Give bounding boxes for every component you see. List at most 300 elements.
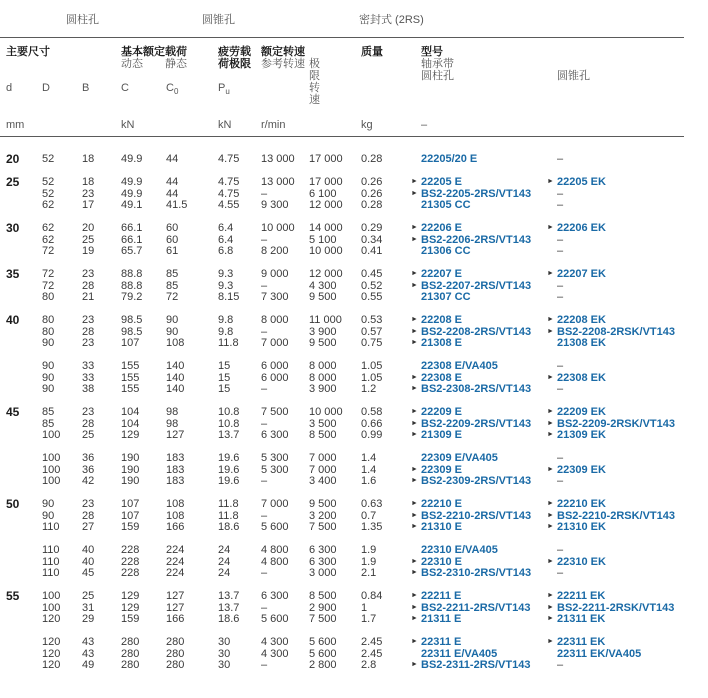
designation-arrow-icon: ►: [411, 190, 418, 197]
cell-C: 107: [121, 498, 140, 510]
designation-tapered-link[interactable]: 21311 EK: [557, 613, 606, 625]
designation-cylindrical-link[interactable]: BS2-2210-2RS/VT143: [421, 510, 532, 522]
cell-C: 66.1: [121, 234, 143, 246]
cell-C0: 60: [166, 234, 179, 246]
cell-ref: 13 000: [261, 153, 295, 165]
cell-C0: 224: [166, 544, 185, 556]
cell-lim: 12 000: [309, 268, 343, 280]
designation-arrow-icon: ►: [411, 374, 418, 381]
cell-C: 228: [121, 556, 140, 568]
cell-C0: 140: [166, 360, 185, 372]
cell-B: 49: [82, 659, 95, 671]
cell-lim: 2 900: [309, 602, 337, 614]
designation-tapered-link[interactable]: 22309 EK: [557, 464, 606, 476]
designation-cylindrical-link[interactable]: 22206 E: [421, 222, 462, 234]
cell-m: 0.26: [361, 176, 383, 188]
cell-C0: 280: [166, 648, 185, 660]
cell-C: 66.1: [121, 222, 143, 234]
designation-cylindrical-link[interactable]: 21310 E: [421, 521, 462, 533]
cell-B: 28: [82, 510, 95, 522]
cell-ref: 5 600: [261, 613, 289, 625]
cell-B: 18: [82, 176, 95, 188]
cell-ref: 6 000: [261, 372, 289, 384]
cell-ref: 5 300: [261, 464, 289, 476]
designation-cylindrical-link[interactable]: 22209 E: [421, 406, 462, 418]
designation-tapered-link[interactable]: 22206 EK: [557, 222, 606, 234]
cell-lim: 10 000: [309, 406, 343, 418]
cell-lim: 6 300: [309, 544, 337, 556]
designation-cylindrical-link[interactable]: 22309 E: [421, 464, 462, 476]
cell-ref: 4 300: [261, 648, 289, 660]
header-top-rule: [0, 37, 684, 38]
designation-cylindrical-link[interactable]: BS2-2206-2RS/VT143: [421, 234, 532, 246]
cell-ref: –: [261, 234, 268, 246]
cell-ref: 5 600: [261, 521, 289, 533]
cell-C: 280: [121, 636, 140, 648]
cell-lim: 3 900: [309, 383, 337, 395]
header-tapered-bore: 圆锥孔: [557, 70, 590, 82]
cell-Pu: 11.8: [218, 510, 239, 522]
cell-lim: 9 500: [309, 498, 337, 510]
cell-ref: 5 300: [261, 452, 289, 464]
designation-arrow-icon: ►: [547, 408, 554, 415]
cell-C: 65.7: [121, 245, 143, 257]
cell-B: 23: [82, 337, 95, 349]
cell-D: 110: [42, 544, 60, 556]
designation-cylindrical-link[interactable]: BS2-2207-2RS/VT143: [421, 280, 532, 292]
cell-D: 72: [42, 268, 55, 280]
cell-Pu: 10.8: [218, 406, 240, 418]
designation-arrow-icon: ►: [411, 615, 418, 622]
cell-B: 42: [82, 475, 95, 487]
cell-m: 2.1: [361, 567, 377, 579]
unit-designation: –: [421, 119, 428, 131]
designation-arrow-icon: ►: [547, 592, 554, 599]
designation-tapered-link: –: [557, 234, 564, 246]
designation-tapered-link: –: [557, 452, 564, 464]
cell-C0: 108: [166, 498, 185, 510]
cell-C0: 72: [166, 291, 179, 303]
designation-tapered-link: –: [557, 153, 564, 165]
cell-C0: 44: [166, 188, 179, 200]
cell-B: 23: [82, 314, 95, 326]
cell-C0: 127: [166, 602, 185, 614]
designation-tapered-link[interactable]: 22210 EK: [557, 498, 606, 510]
cell-Pu: 18.6: [218, 613, 240, 625]
designation-tapered-link[interactable]: 21308 EK: [557, 337, 606, 349]
cell-Pu: 6.4: [218, 222, 234, 234]
cell-B: 20: [82, 222, 95, 234]
header-designation: 型号 轴承带 圆柱孔: [421, 46, 454, 82]
cell-C0: 140: [166, 383, 185, 395]
cell-m: 1.6: [361, 475, 377, 487]
cell-ref: 8 200: [261, 245, 289, 257]
designation-cylindrical-link[interactable]: 21307 CC: [421, 291, 471, 303]
cell-C0: 108: [166, 510, 185, 522]
designation-cylindrical-link[interactable]: 22211 E: [421, 590, 462, 602]
cell-B: 23: [82, 406, 95, 418]
cell-ref: 9 000: [261, 268, 289, 280]
cell-m: 1.4: [361, 464, 377, 476]
designation-cylindrical-link[interactable]: 22308 E/VA405: [421, 360, 498, 372]
caption-sealed: 密封式 (2RS): [359, 14, 424, 26]
cell-B: 23: [82, 498, 95, 510]
designation-cylindrical-link[interactable]: 22310 E/VA405: [421, 544, 498, 556]
designation-cylindrical-link[interactable]: BS2-2211-2RS/VT143: [421, 602, 531, 614]
cell-m: 1.4: [361, 452, 377, 464]
cell-B: 25: [82, 590, 95, 602]
cell-B: 23: [82, 188, 95, 200]
designation-arrow-icon: ►: [411, 282, 418, 289]
cell-m: 1.05: [361, 372, 383, 384]
cell-Pu: 15: [218, 383, 231, 395]
designation-arrow-icon: ►: [547, 178, 554, 185]
cell-D: 110: [42, 567, 60, 579]
cell-Pu: 4.75: [218, 188, 240, 200]
cell-D: 90: [42, 360, 55, 372]
cell-C0: 183: [166, 475, 185, 487]
designation-cylindrical-link[interactable]: 22309 E/VA405: [421, 452, 498, 464]
cell-B: 23: [82, 268, 95, 280]
cell-C0: 224: [166, 556, 185, 568]
designation-tapered-link: –: [557, 659, 564, 671]
cell-m: 2.8: [361, 659, 377, 671]
header-load-rating: 基本额定载荷 动态 静态: [121, 46, 187, 70]
cell-B: 33: [82, 360, 95, 372]
designation-arrow-icon: ►: [411, 328, 418, 335]
unit-kg: kg: [361, 119, 373, 131]
designation-tapered-link: –: [557, 245, 564, 257]
bore-diameter: 40: [6, 313, 20, 327]
cell-ref: 4 800: [261, 556, 289, 568]
designation-cylindrical-link[interactable]: BS2-2310-2RS/VT143: [421, 567, 532, 579]
designation-tapered-link[interactable]: 21309 EK: [557, 429, 606, 441]
cell-C0: 44: [166, 153, 179, 165]
cell-D: 100: [42, 475, 61, 487]
cell-C0: 166: [166, 613, 185, 625]
cell-Pu: 15: [218, 372, 231, 384]
designation-cylindrical-link[interactable]: BS2-2309-2RS/VT143: [421, 475, 532, 487]
designation-cylindrical-link[interactable]: 22207 E: [421, 268, 462, 280]
symbol-D: D: [42, 82, 50, 94]
designation-arrow-icon: ►: [411, 512, 418, 519]
designation-tapered-link[interactable]: 21310 EK: [557, 521, 606, 533]
designation-tapered-link[interactable]: 22208 EK: [557, 314, 606, 326]
designation-arrow-icon: ►: [411, 569, 418, 576]
cell-Pu: 4.55: [218, 199, 240, 211]
cell-ref: 7 000: [261, 337, 289, 349]
cell-ref: 6 000: [261, 360, 289, 372]
cell-D: 90: [42, 372, 55, 384]
designation-tapered-link[interactable]: BS2-2211-2RSK/VT143: [557, 602, 675, 614]
cell-ref: –: [261, 475, 268, 487]
designation-arrow-icon: ►: [547, 374, 554, 381]
designation-arrow-icon: ►: [547, 224, 554, 231]
designation-cylindrical-link[interactable]: BS2-2311-2RS/VT143: [421, 659, 531, 671]
designation-arrow-icon: ►: [411, 661, 418, 668]
designation-cylindrical-link[interactable]: 22210 E: [421, 498, 462, 510]
cell-D: 100: [42, 602, 61, 614]
bore-diameter: 25: [6, 175, 20, 189]
designation-cylindrical-link[interactable]: 22311 E/VA405: [421, 648, 498, 660]
cell-Pu: 11.8: [218, 337, 239, 349]
designation-cylindrical-link[interactable]: BS2-2209-2RS/VT143: [421, 418, 532, 430]
designation-tapered-link[interactable]: 22211 EK: [557, 590, 606, 602]
cell-Pu: 13.7: [218, 429, 240, 441]
cell-m: 1.9: [361, 544, 377, 556]
designation-cylindrical-link[interactable]: 21311 E: [421, 613, 462, 625]
cell-Pu: 19.6: [218, 464, 240, 476]
cell-D: 80: [42, 291, 55, 303]
cell-D: 62: [42, 234, 55, 246]
cell-m: 0.28: [361, 153, 383, 165]
cell-B: 25: [82, 234, 95, 246]
designation-tapered-link[interactable]: 22311 EK/VA405: [557, 648, 642, 660]
symbol-Pu: $P_u$: [218, 82, 230, 97]
cell-D: 90: [42, 510, 55, 522]
cell-Pu: 6.8: [218, 245, 234, 257]
cell-C: 98.5: [121, 314, 143, 326]
designation-tapered-link: –: [557, 199, 564, 211]
cell-C: 49.9: [121, 176, 143, 188]
cell-C: 129: [121, 590, 140, 602]
designation-tapered-link[interactable]: BS2-2209-2RSK/VT143: [557, 418, 676, 430]
designation-tapered-link[interactable]: 22207 EK: [557, 268, 606, 280]
designation-tapered-link[interactable]: BS2-2208-2RSK/VT143: [557, 326, 676, 338]
designation-arrow-icon: ►: [547, 523, 554, 530]
cell-lim: 9 500: [309, 337, 337, 349]
cell-C: 79.2: [121, 291, 143, 303]
designation-arrow-icon: ►: [411, 316, 418, 323]
cell-D: 100: [42, 429, 61, 441]
designation-tapered-link[interactable]: 22205 EK: [557, 176, 606, 188]
designation-arrow-icon: ►: [547, 500, 554, 507]
cell-ref: 4 300: [261, 636, 289, 648]
cell-B: 43: [82, 648, 95, 660]
designation-arrow-icon: ►: [547, 638, 554, 645]
designation-cylindrical-link[interactable]: BS2-2208-2RS/VT143: [421, 326, 532, 338]
cell-D: 52: [42, 176, 55, 188]
cell-Pu: 30: [218, 648, 231, 660]
designation-cylindrical-link[interactable]: BS2-2308-2RS/VT143: [421, 383, 532, 395]
cell-m: 0.99: [361, 429, 383, 441]
cell-B: 18: [82, 153, 95, 165]
designation-cylindrical-link[interactable]: 21306 CC: [421, 245, 471, 257]
designation-arrow-icon: ►: [547, 615, 554, 622]
cell-C: 228: [121, 567, 140, 579]
cell-ref: –: [261, 188, 268, 200]
cell-C: 107: [121, 337, 140, 349]
cell-m: 0.66: [361, 418, 383, 430]
cell-ref: 7 300: [261, 291, 289, 303]
cell-C: 98.5: [121, 326, 143, 338]
cell-C0: 61: [166, 245, 179, 257]
cell-C0: 98: [166, 418, 179, 430]
cell-B: 40: [82, 556, 95, 568]
cell-Pu: 13.7: [218, 602, 240, 614]
cell-C: 49.9: [121, 188, 143, 200]
cell-Pu: 11.8: [218, 498, 239, 510]
designation-cylindrical-link[interactable]: 22310 E: [421, 556, 462, 568]
cell-m: 0.28: [361, 199, 383, 211]
cell-lim: 6 100: [309, 188, 337, 200]
cell-m: 0.26: [361, 188, 383, 200]
designation-tapered-link[interactable]: 22311 EK: [557, 636, 606, 648]
cell-lim: 5 600: [309, 648, 337, 660]
unit-kn-load: kN: [121, 119, 135, 131]
designation-tapered-link: –: [557, 280, 564, 292]
cell-ref: –: [261, 602, 268, 614]
cell-lim: 3 400: [309, 475, 337, 487]
cell-C0: 41.5: [166, 199, 188, 211]
cell-lim: 7 000: [309, 464, 337, 476]
cell-D: 85: [42, 406, 55, 418]
cell-lim: 6 300: [309, 556, 337, 568]
cell-m: 0.41: [361, 245, 383, 257]
cell-m: 0.52: [361, 280, 383, 292]
cell-B: 21: [82, 291, 95, 303]
cell-D: 120: [42, 636, 61, 648]
cell-D: 100: [42, 590, 61, 602]
designation-arrow-icon: ►: [411, 558, 418, 565]
symbol-C0: $C_0$: [166, 82, 179, 97]
cell-Pu: 19.6: [218, 475, 240, 487]
cell-ref: 4 800: [261, 544, 289, 556]
cell-C: 88.8: [121, 280, 143, 292]
designation-arrow-icon: ►: [411, 420, 418, 427]
designation-cylindrical-link[interactable]: 21308 E: [421, 337, 462, 349]
bore-diameter: 30: [6, 221, 20, 235]
designation-arrow-icon: ►: [411, 466, 418, 473]
unit-speed: r/min: [261, 119, 286, 131]
designation-cylindrical-link[interactable]: BS2-2205-2RS/VT143: [421, 188, 532, 200]
cell-C: 107: [121, 510, 140, 522]
cell-B: 33: [82, 372, 95, 384]
cell-B: 27: [82, 521, 95, 533]
designation-arrow-icon: ►: [411, 236, 418, 243]
designation-tapered-link[interactable]: 22209 EK: [557, 406, 606, 418]
cell-C0: 98: [166, 406, 179, 418]
cell-B: 29: [82, 613, 95, 625]
designation-arrow-icon: ►: [547, 466, 554, 473]
cell-ref: 9 300: [261, 199, 289, 211]
designation-cylindrical-link[interactable]: 22311 E: [421, 636, 462, 648]
cell-C: 88.8: [121, 268, 143, 280]
bore-diameter: 50: [6, 497, 20, 511]
cell-B: 43: [82, 636, 95, 648]
caption-cylindrical-bore: 圆柱孔: [66, 14, 99, 26]
cell-Pu: 15: [218, 360, 231, 372]
designation-arrow-icon: ►: [547, 420, 554, 427]
cell-C0: 280: [166, 636, 185, 648]
cell-C0: 85: [166, 268, 179, 280]
designation-cylindrical-link[interactable]: 22205/20 E: [421, 153, 478, 165]
cell-ref: 8 000: [261, 314, 289, 326]
cell-B: 45: [82, 567, 95, 579]
cell-C0: 60: [166, 222, 179, 234]
cell-C0: 183: [166, 464, 185, 476]
cell-D: 80: [42, 314, 55, 326]
cell-lim: 8 000: [309, 360, 337, 372]
bore-diameter: 45: [6, 405, 20, 419]
designation-tapered-link[interactable]: 22310 EK: [557, 556, 606, 568]
cell-m: 0.63: [361, 498, 383, 510]
cell-ref: –: [261, 510, 268, 522]
cell-m: 1.2: [361, 383, 377, 395]
designation-cylindrical-link[interactable]: 22208 E: [421, 314, 462, 326]
cell-ref: –: [261, 280, 268, 292]
caption-tapered-bore: 圆锥孔: [202, 14, 235, 26]
designation-arrow-icon: ►: [411, 523, 418, 530]
cell-D: 72: [42, 280, 55, 292]
cell-C: 159: [121, 613, 140, 625]
cell-D: 120: [42, 613, 61, 625]
designation-arrow-icon: ►: [411, 408, 418, 415]
designation-cylindrical-link[interactable]: 21309 E: [421, 429, 462, 441]
designation-arrow-icon: ►: [411, 431, 418, 438]
cell-Pu: 8.15: [218, 291, 240, 303]
cell-D: 90: [42, 383, 55, 395]
cell-ref: –: [261, 383, 268, 395]
cell-D: 72: [42, 245, 55, 257]
cell-Pu: 4.75: [218, 153, 240, 165]
header-bottom-rule: [0, 136, 684, 137]
cell-Pu: 9.8: [218, 314, 234, 326]
cell-C0: 108: [166, 337, 185, 349]
cell-D: 110: [42, 521, 60, 533]
cell-lim: 8 500: [309, 429, 337, 441]
header-fatigue-limit: 疲劳载 荷极限: [218, 46, 251, 70]
cell-C: 228: [121, 544, 140, 556]
header-main-dimensions: 主要尺寸: [6, 46, 50, 58]
cell-C: 49.1: [121, 199, 143, 211]
cell-Pu: 24: [218, 544, 231, 556]
cell-C: 129: [121, 602, 140, 614]
cell-D: 110: [42, 556, 60, 568]
cell-ref: –: [261, 418, 268, 430]
cell-ref: 7 500: [261, 406, 289, 418]
designation-cylindrical-link[interactable]: 21305 CC: [421, 199, 471, 211]
designation-tapered-link: –: [557, 475, 564, 487]
cell-B: 19: [82, 245, 95, 257]
symbol-B: B: [82, 82, 90, 94]
designation-tapered-link[interactable]: BS2-2210-2RSK/VT143: [557, 510, 676, 522]
designation-arrow-icon: ►: [411, 270, 418, 277]
cell-ref: 10 000: [261, 222, 295, 234]
cell-m: 1.9: [361, 556, 377, 568]
cell-lim: 4 300: [309, 280, 337, 292]
cell-C0: 183: [166, 452, 185, 464]
cell-B: 36: [82, 464, 95, 476]
cell-lim: 3 200: [309, 510, 337, 522]
cell-lim: 17 000: [309, 176, 343, 188]
cell-C0: 224: [166, 567, 185, 579]
designation-arrow-icon: ►: [547, 316, 554, 323]
cell-ref: –: [261, 659, 268, 671]
cell-m: 2.45: [361, 636, 383, 648]
cell-C0: 127: [166, 590, 185, 602]
cell-C0: 166: [166, 521, 185, 533]
designation-tapered-link: –: [557, 188, 564, 200]
cell-lim: 10 000: [309, 245, 343, 257]
designation-tapered-link[interactable]: 22308 EK: [557, 372, 606, 384]
cell-C0: 90: [166, 326, 179, 338]
header-mass: 质量: [361, 46, 383, 58]
cell-D: 100: [42, 452, 61, 464]
designation-cylindrical-link[interactable]: 22308 E: [421, 372, 462, 384]
cell-D: 120: [42, 648, 61, 660]
designation-cylindrical-link[interactable]: 22205 E: [421, 176, 462, 188]
